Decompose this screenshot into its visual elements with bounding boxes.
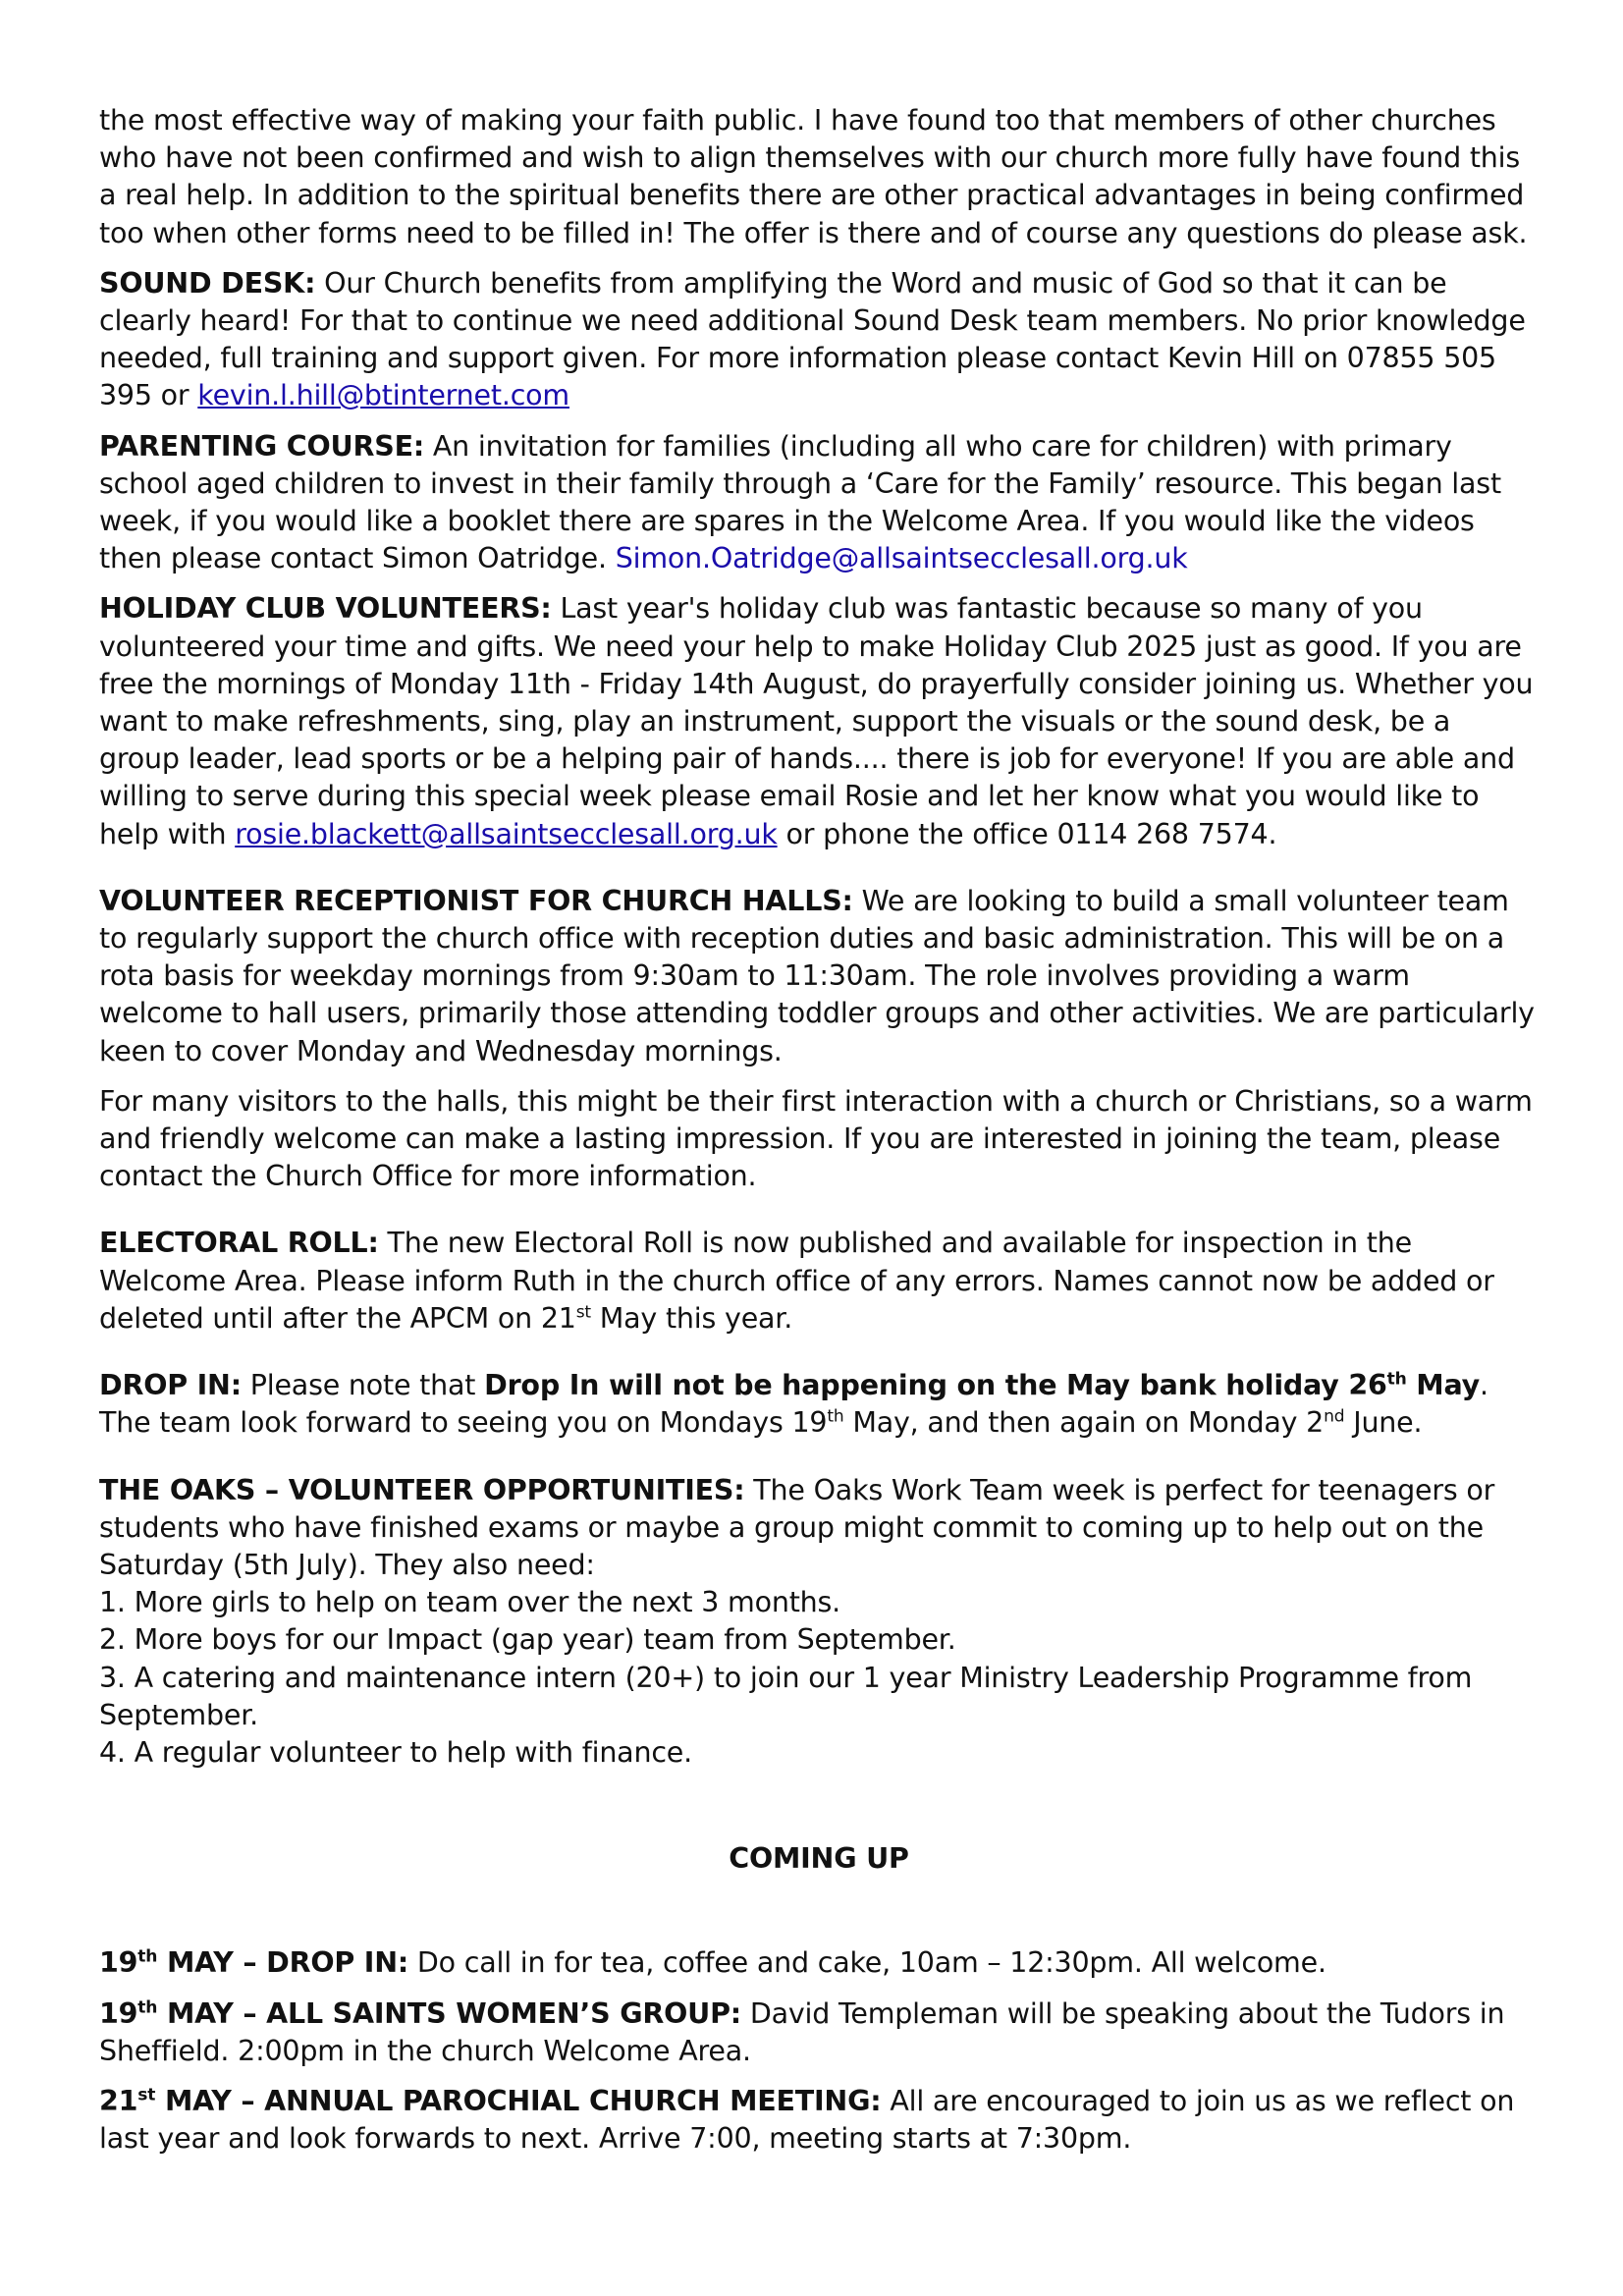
sound-desk-paragraph — [99, 265, 1539, 415]
electoral-roll-body: The new Electoral Roll is now published and available for inspection in the Welcome Area. Please inform Ruth in the church office of any errors. Names cannot now be added or deleted until after the APCM on 21 — [99, 1227, 1494, 1335]
event-day: 19 — [99, 1946, 138, 1980]
receptionist-body: We are looking to build a small volunteer team to regularly support the church office with reception duties and basic administration. This will be on a rota basis for weekday mornings from 9:30am to 11:30am. The role involves providing a warm welcome to hall users, primarily those attending toddler groups and other activities. We are particularly keen to cover Monday and Wednesday mornings. — [99, 884, 1535, 1067]
drop-in-paragraph — [99, 1367, 1539, 1442]
oaks-list-item: 3. A catering and maintenance intern (20+) to join our 1 year Ministry Leadership Programme from September. — [99, 1661, 1473, 1731]
sound-desk-body: Our Church benefits from amplifying the Word and music of God so that it can be clearly heard! For that to continue we need additional Sound Desk team members. No prior knowledge needed, full training and support given. For more information please contact Kevin Hill on 07855 505 395 or — [99, 266, 1526, 412]
holiday-club-tail: or phone the office 0114 268 7574. — [777, 817, 1277, 850]
holiday-club-email-link[interactable]: rosie.blackett@allsaintsecclesall.org.uk — [235, 817, 778, 850]
drop-in-body-2: . The team look forward to seeing you on Mondays 19 — [99, 1369, 1488, 1440]
receptionist-paragraph — [99, 883, 1539, 1070]
drop-in-sup-3: nd — [1324, 1406, 1345, 1427]
electoral-roll-tail: May this year. — [590, 1301, 793, 1335]
event-title: MAY – DROP IN: — [157, 1946, 409, 1980]
oaks-body: The Oaks Work Team week is perfect for teenagers or students who have finished exams or maybe a group might commit to coming up to help out on the Saturday (5th July). They also need: — [99, 1473, 1495, 1581]
parenting-body: An invitation for families (including all who care for children) with primary school aged children to invest in their family through a ‘Care for the Family’ resource. This began last week, if you would like a booklet there are spares in the Welcome Area. If you would like the videos then please contact Simon Oatridge. — [99, 429, 1501, 575]
event-day-sup: th — [137, 1946, 158, 1967]
electoral-roll-sup: st — [575, 1302, 591, 1323]
parenting-email-link[interactable]: Simon.Oatridge@allsaintsecclesall.org.uk — [615, 542, 1188, 575]
coming-up-heading: COMING UP — [729, 1842, 909, 1876]
event-body: All are encouraged to join us as we reflect on last year and look forwards to next. Arrive 7:00, meeting starts at 7:30pm. — [99, 2084, 1515, 2156]
event-title: MAY – ANNUAL PAROCHIAL CHURCH MEETING: — [155, 2084, 882, 2117]
oaks-list-item: 2. More boys for our Impact (gap year) team from September. — [99, 1623, 956, 1657]
receptionist-heading: VOLUNTEER RECEPTIONIST FOR CHURCH HALLS: — [99, 884, 853, 917]
parenting-heading: PARENTING COURSE: — [99, 429, 425, 463]
oaks-heading: THE OAKS – VOLUNTEER OPPORTUNITIES: — [99, 1473, 745, 1506]
parenting-paragraph — [99, 428, 1539, 578]
drop-in-body: Please note that — [241, 1369, 485, 1402]
holiday-club-heading: HOLIDAY CLUB VOLUNTEERS: — [99, 592, 552, 626]
coming-up-event — [99, 2083, 1539, 2158]
event-day: 21 — [99, 2084, 138, 2117]
electoral-roll-paragraph — [99, 1225, 1539, 1338]
intro-paragraph: the most effective way of making your faith public. I have found too that members of other churches who have not been confirmed and wish to align themselves with our church more fully have found this a real help. In addition to the spiritual benefits there are other practical advantages in being confirmed too when other forms need to be filled in! The offer is there and of course any questions do please ask. — [99, 104, 1528, 249]
coming-up-event — [99, 1995, 1539, 2070]
oaks-paragraph — [99, 1472, 1539, 1773]
event-day-sup: st — [137, 2085, 156, 2105]
sound-desk-heading: SOUND DESK: — [99, 266, 316, 300]
holiday-club-body: Last year's holiday club was fantastic because so many of you volunteered your time and gifts. We need your help to make Holiday Club 2025 just as good. If you are free the mornings of Monday 11th - Friday 14th August, do prayerfully consider joining us. Whether you want to make refreshments, sing, play an instrument, support the visuals or the sound desk, be a group leader, lead sports or be a helping pair of hands.... there is job for everyone! If you are able and willing to serve during this special week please email Rosie and let her know what you would like to help with — [99, 592, 1534, 850]
oaks-list-item: 1. More girls to help on team over the next 3 months. — [99, 1586, 841, 1619]
newsletter-page — [99, 102, 1539, 2158]
event-body: David Templeman will be speaking about the Tudors in Sheffield. 2:00pm in the church Welcome Area. — [99, 1996, 1505, 2067]
oaks-list-item: 4. A regular volunteer to help with finance. — [99, 1735, 692, 1769]
drop-in-body-3: May, and then again on Monday 2 — [843, 1406, 1325, 1440]
drop-in-heading: DROP IN: — [99, 1369, 242, 1402]
event-day-sup: th — [137, 1997, 158, 2018]
event-day: 19 — [99, 1996, 138, 2030]
event-body: Do call in for tea, coffee and cake, 10am – 12:30pm. All welcome. — [408, 1946, 1326, 1980]
drop-in-bold-tail: May — [1406, 1369, 1480, 1402]
sound-desk-email-link[interactable]: kevin.l.hill@btinternet.com — [197, 379, 569, 412]
drop-in-bold-notice: Drop In will not be happening on the May bank holiday 26 — [484, 1369, 1387, 1402]
event-title: MAY – ALL SAINTS WOMEN’S GROUP: — [157, 1996, 742, 2030]
drop-in-body-4: June. — [1344, 1406, 1423, 1440]
receptionist-paragraph-2: For many visitors to the halls, this might be their first interaction with a church or Christians, so a warm and friendly welcome can make a lasting impression. If you are interested in joining the team, please contact the Church Office for more information. — [99, 1084, 1533, 1193]
drop-in-bold-sup: th — [1386, 1369, 1407, 1390]
holiday-club-paragraph — [99, 590, 1539, 852]
drop-in-sup-2: th — [827, 1406, 844, 1427]
electoral-roll-heading: ELECTORAL ROLL: — [99, 1227, 379, 1260]
coming-up-event — [99, 1944, 1539, 1982]
